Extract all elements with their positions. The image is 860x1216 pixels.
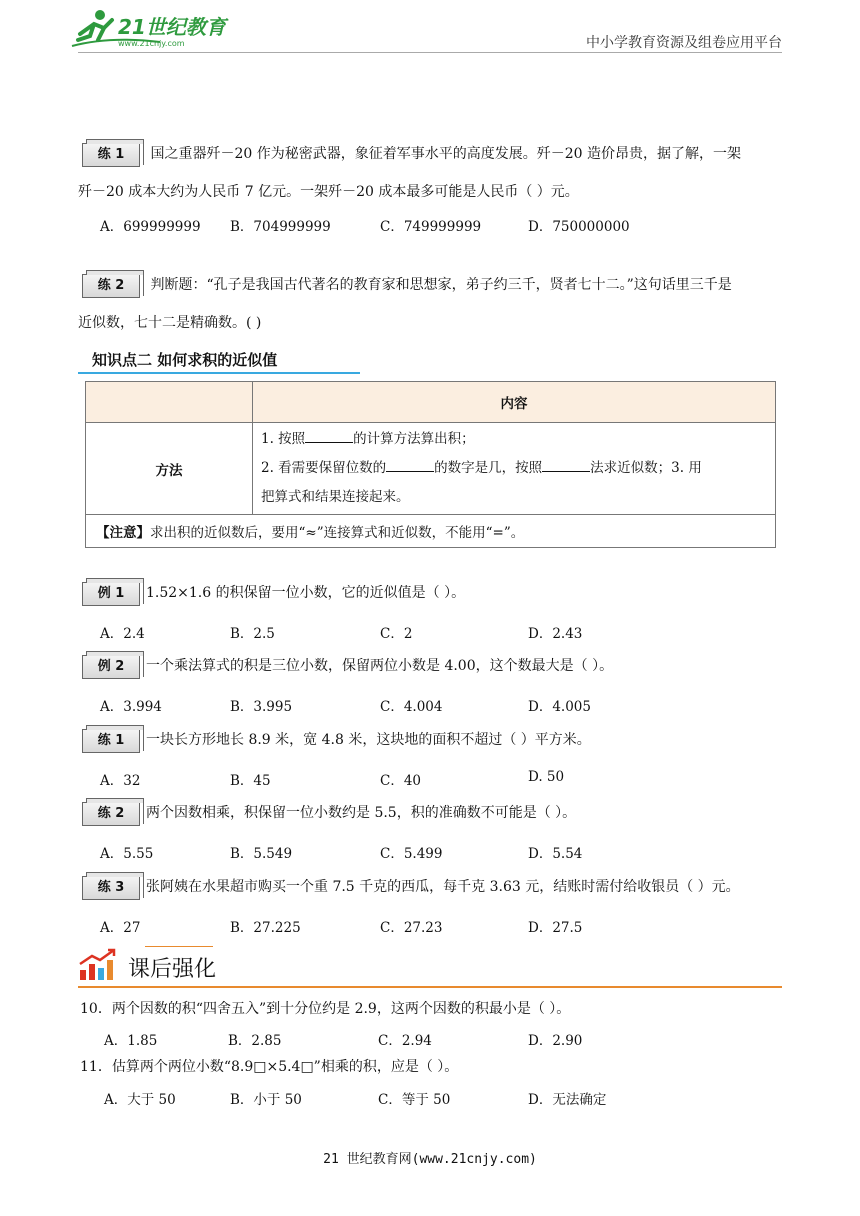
table-note-row xyxy=(86,515,776,548)
knowledge-point-title: 知识点二 如何求积的近似值 xyxy=(92,351,278,369)
option-a[interactable]: A．1.85 xyxy=(104,1033,158,1049)
method-step2-c: 法求近似数；3. 用 xyxy=(590,460,702,476)
example-tag: 例 2 xyxy=(82,655,140,679)
fill-blank-2[interactable] xyxy=(386,459,434,472)
option-a[interactable]: A．27 xyxy=(100,920,141,936)
example-tag: 练 3 xyxy=(82,876,140,900)
option-d[interactable]: D．27.5 xyxy=(528,920,583,936)
option-a[interactable]: A．2.4 xyxy=(100,626,145,642)
after-class-underline xyxy=(78,986,782,988)
knowledge-table xyxy=(85,381,776,548)
option-c[interactable]: C．2 xyxy=(380,626,413,642)
table-row-label-method: 方法 xyxy=(86,423,253,515)
option-a[interactable]: A．3.994 xyxy=(100,699,162,715)
page-footer: 21 世纪教育网(www.21cnjy.com) xyxy=(323,1152,537,1167)
knowledge-title-underline xyxy=(78,372,360,374)
fill-blank-3[interactable] xyxy=(542,459,590,472)
example-text: 张阿姨在水果超市购买一个重 7.5 千克的西瓜，每千克 3.63 元，结账时需付给收银员（ ）元。 xyxy=(146,879,740,895)
option-d[interactable]: D．2.90 xyxy=(528,1033,583,1049)
option-c[interactable]: C．40 xyxy=(380,773,422,789)
option-c[interactable]: C．5.499 xyxy=(380,846,443,862)
example-question xyxy=(82,729,591,753)
option-b[interactable]: B．27.225 xyxy=(230,920,301,936)
svg-text:21世纪教育: 21世纪教育 xyxy=(118,15,226,39)
example-question xyxy=(82,876,740,900)
example-text: 一个乘法算式的积是三位小数，保留两位小数是 4.00，这个数最大是（ ）。 xyxy=(146,658,614,674)
practice-1-tag: 练 1 xyxy=(82,143,140,167)
option-c[interactable]: C．等于 50 xyxy=(378,1092,451,1108)
option-b[interactable]: B．5.549 xyxy=(230,846,293,862)
table-corner-cell xyxy=(86,382,253,423)
fill-blank-1[interactable] xyxy=(305,430,353,443)
option-d[interactable]: D．无法确定 xyxy=(528,1092,607,1108)
example-tag: 练 1 xyxy=(82,729,140,753)
practice-2-question xyxy=(82,274,732,298)
method-step2-a: 2. 看需要保留位数的 xyxy=(261,460,387,476)
option-a[interactable]: A．32 xyxy=(100,773,141,789)
example-text: 两个因数相乘，积保留一位小数约是 5.5，积的准确数不可能是（ ）。 xyxy=(146,805,577,821)
example-text: 一块长方形地长 8.9 米，宽 4.8 米，这块地的面积不超过（ ）平方米。 xyxy=(146,732,591,748)
option-c[interactable]: C．749999999 xyxy=(380,219,482,235)
practice-2-line2: 近似数，七十二是精确数。( ) xyxy=(78,315,262,331)
method-step2-b: 的数字是几，按照 xyxy=(434,460,543,476)
question-10: 10．两个因数的积“四舍五入”到十分位约是 2.9，这两个因数的积最小是（ ）。 xyxy=(80,1001,571,1017)
practice-1-question xyxy=(82,143,741,167)
option-d[interactable]: D．4.005 xyxy=(528,699,591,715)
practice-2-line1: 判断题：“孔子是我国古代著名的教育家和思想家，弟子约三千，贤者七十二。”这句话里三千是 xyxy=(150,277,732,293)
platform-name: 中小学教育资源及组卷应用平台 xyxy=(586,35,782,51)
method-step3: 把算式和结果连接起来。 xyxy=(261,489,410,505)
option-c[interactable]: C．4.004 xyxy=(380,699,443,715)
option-b[interactable]: B．3.995 xyxy=(230,699,293,715)
example-tag: 例 1 xyxy=(82,582,140,606)
method-step1-b: 的计算方法算出积； xyxy=(353,431,475,447)
method-step1-a: 1. 按照 xyxy=(261,431,306,447)
option-a[interactable]: A．大于 50 xyxy=(104,1092,176,1108)
after-class-top-line xyxy=(145,946,213,947)
example-text: 1.52×1.6 的积保留一位小数，它的近似值是（ ）。 xyxy=(146,585,466,601)
practice-2-tag: 练 2 xyxy=(82,274,140,298)
option-c[interactable]: C．2.94 xyxy=(378,1033,432,1049)
brand-logo xyxy=(70,6,230,48)
example-question xyxy=(82,655,613,679)
example-question xyxy=(82,582,465,606)
runner-logo-icon xyxy=(70,6,230,48)
note-label: 【注意】 xyxy=(96,525,150,541)
table-method-content xyxy=(253,423,776,515)
after-class-title: 课后强化 xyxy=(128,957,217,982)
option-d[interactable]: D．2.43 xyxy=(528,626,583,642)
question-11: 11．估算两个两位小数“8.9□×5.4□”相乘的积，应是（ ）。 xyxy=(80,1059,459,1075)
practice-1-line2: 歼－20 成本大约为人民币 7 亿元。一架歼－20 成本最多可能是人民币（ ）元。 xyxy=(78,184,579,200)
option-b[interactable]: B．704999999 xyxy=(230,219,331,235)
header-divider xyxy=(78,52,782,53)
option-b[interactable]: B．45 xyxy=(230,773,271,789)
option-d[interactable]: D．750000000 xyxy=(528,219,630,235)
option-c[interactable]: C．27.23 xyxy=(380,920,443,936)
practice-1-line1: 国之重器歼－20 作为秘密武器，象征着军事水平的高度发展。歼－20 造价昂贵，据了解，一架 xyxy=(150,146,741,162)
option-b[interactable]: B．小于 50 xyxy=(230,1092,302,1108)
after-class-icon xyxy=(78,948,118,986)
option-b[interactable]: B．2.85 xyxy=(228,1033,282,1049)
option-d[interactable]: D．5.54 xyxy=(528,846,583,862)
option-d[interactable]: D. 50 xyxy=(528,769,565,785)
svg-text:www.21cnjy.com: www.21cnjy.com xyxy=(118,39,185,48)
option-b[interactable]: B．2.5 xyxy=(230,626,275,642)
note-text: 求出积的近似数后，要用“≈”连接算式和近似数，不能用“=”。 xyxy=(150,525,525,541)
example-tag: 练 2 xyxy=(82,802,140,826)
table-header-content: 内容 xyxy=(253,382,776,423)
example-question xyxy=(82,802,576,826)
option-a[interactable]: A．5.55 xyxy=(100,846,154,862)
option-a[interactable]: A．699999999 xyxy=(100,219,201,235)
bar-chart-icon xyxy=(78,948,118,982)
